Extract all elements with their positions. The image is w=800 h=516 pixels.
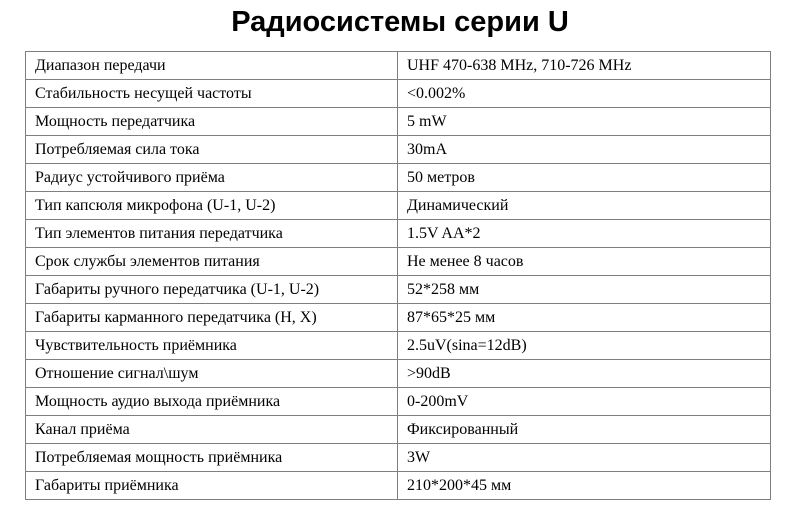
table-row [26, 220, 771, 248]
spec-label: Мощность передатчика [26, 108, 398, 136]
table-row [26, 444, 771, 472]
table-row [26, 164, 771, 192]
spec-value: 52*258 мм [398, 276, 771, 304]
table-row [26, 332, 771, 360]
spec-value: Фиксированный [398, 416, 771, 444]
spec-label: Мощность аудио выхода приёмника [26, 388, 398, 416]
spec-label: Радиус устойчивого приёма [26, 164, 398, 192]
spec-value: >90dB [398, 360, 771, 388]
table-row [26, 248, 771, 276]
spec-label: Канал приёма [26, 416, 398, 444]
table-row [26, 80, 771, 108]
spec-label: Габариты приёмника [26, 472, 398, 500]
table-row [26, 388, 771, 416]
spec-value: 2.5uV(sina=12dB) [398, 332, 771, 360]
table-row [26, 136, 771, 164]
spec-value: UHF 470-638 MHz, 710-726 MHz [398, 52, 771, 80]
spec-label: Срок службы элементов питания [26, 248, 398, 276]
table-row [26, 52, 771, 80]
spec-label: Габариты ручного передатчика (U-1, U-2) [26, 276, 398, 304]
spec-value: 1.5V AA*2 [398, 220, 771, 248]
page-title: Радиосистемы серии U [231, 6, 569, 38]
table-row [26, 360, 771, 388]
table-row [26, 304, 771, 332]
table-row [26, 416, 771, 444]
spec-value: 5 mW [398, 108, 771, 136]
spec-label: Диапазон передачи [26, 52, 398, 80]
spec-value: 210*200*45 мм [398, 472, 771, 500]
table-row [26, 192, 771, 220]
spec-label: Потребляемая мощность приёмника [26, 444, 398, 472]
spec-table [25, 51, 771, 500]
table-row [26, 472, 771, 500]
table-row [26, 108, 771, 136]
spec-value: 0-200mV [398, 388, 771, 416]
spec-label: Чувствительность приёмника [26, 332, 398, 360]
spec-label: Потребляемая сила тока [26, 136, 398, 164]
spec-label: Стабильность несущей частоты [26, 80, 398, 108]
spec-value: 30mA [398, 136, 771, 164]
spec-value: 3W [398, 444, 771, 472]
spec-value: 50 метров [398, 164, 771, 192]
spec-value: Динамический [398, 192, 771, 220]
spec-label: Габариты карманного передатчика (H, X) [26, 304, 398, 332]
spec-value: <0.002% [398, 80, 771, 108]
spec-value: Не менее 8 часов [398, 248, 771, 276]
table-row [26, 276, 771, 304]
spec-label: Тип капсюля микрофона (U-1, U-2) [26, 192, 398, 220]
spec-label: Тип элементов питания передатчика [26, 220, 398, 248]
spec-label: Отношение сигнал\шум [26, 360, 398, 388]
spec-value: 87*65*25 мм [398, 304, 771, 332]
